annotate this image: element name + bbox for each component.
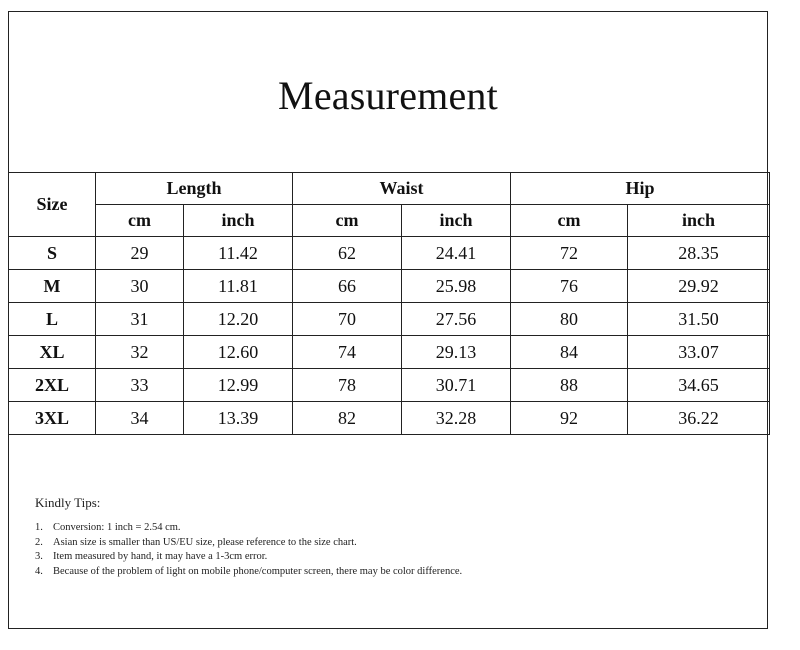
- measurement-cell: 92: [511, 402, 628, 435]
- measurement-cell: 70: [293, 303, 402, 336]
- table-row: [9, 270, 770, 303]
- size-cell: 3XL: [9, 402, 96, 435]
- measurement-cell: 66: [293, 270, 402, 303]
- measurement-cell: 12.60: [184, 336, 293, 369]
- group-header-hip: Hip: [511, 173, 770, 205]
- table-row: [9, 303, 770, 336]
- measurement-cell: 30.71: [402, 369, 511, 402]
- tip-text: Because of the problem of light on mobile phone/computer screen, there may be color difference.: [53, 565, 463, 577]
- unit-header-row: [9, 205, 770, 237]
- tips-title: Kindly Tips:: [35, 495, 101, 510]
- measurement-cell: 82: [293, 402, 402, 435]
- size-header: Size: [9, 173, 96, 237]
- measurement-cell: 31: [96, 303, 184, 336]
- size-cell: XL: [9, 336, 96, 369]
- measurement-cell: 34: [96, 402, 184, 435]
- page-title: Measurement: [278, 72, 498, 118]
- measurement-cell: 78: [293, 369, 402, 402]
- tips-section: [35, 495, 473, 579]
- measurement-cell: 76: [511, 270, 628, 303]
- unit-header: cm: [96, 205, 184, 237]
- measurement-cell: 27.56: [402, 303, 511, 336]
- tip-item: [35, 521, 473, 536]
- measurement-cell: 25.98: [402, 270, 511, 303]
- size-cell: M: [9, 270, 96, 303]
- table-row: [9, 402, 770, 435]
- table-body: [9, 237, 770, 435]
- measurement-cell: 33: [96, 369, 184, 402]
- group-header-length: Length: [96, 173, 293, 205]
- table-row: [9, 237, 770, 270]
- measurement-cell: 84: [511, 336, 628, 369]
- table-header-row: [9, 173, 770, 205]
- size-cell: 2XL: [9, 369, 96, 402]
- tip-item: [35, 536, 473, 551]
- measurement-cell: 29: [96, 237, 184, 270]
- measurement-card: [8, 11, 768, 629]
- tip-number: 1.: [35, 522, 43, 533]
- tips-list: [35, 521, 473, 579]
- measurement-cell: 33.07: [628, 336, 770, 369]
- measurement-cell: 24.41: [402, 237, 511, 270]
- tip-number: 2.: [35, 536, 43, 548]
- measurement-cell: 29.13: [402, 336, 511, 369]
- title-area: [9, 12, 767, 173]
- measurement-cell: 13.39: [184, 402, 293, 435]
- measurement-cell: 29.92: [628, 270, 770, 303]
- measurement-cell: 11.81: [184, 270, 293, 303]
- measurement-cell: 36.22: [628, 402, 770, 435]
- unit-header: inch: [184, 205, 293, 237]
- measurement-cell: 12.20: [184, 303, 293, 336]
- size-cell: S: [9, 237, 96, 270]
- measurement-cell: 88: [511, 369, 628, 402]
- unit-header: inch: [402, 205, 511, 237]
- unit-header: inch: [628, 205, 770, 237]
- table-row: [9, 369, 770, 402]
- measurement-cell: 74: [293, 336, 402, 369]
- measurement-cell: 11.42: [184, 237, 293, 270]
- measurement-cell: 28.35: [628, 237, 770, 270]
- tip-text: Item measured by hand, it may have a 1-3cm error.: [53, 551, 268, 562]
- measurement-cell: 62: [293, 237, 402, 270]
- size-cell: L: [9, 303, 96, 336]
- measurement-cell: 80: [511, 303, 628, 336]
- tip-text: Conversion: 1 inch = 2.54 cm.: [53, 522, 181, 533]
- unit-header: cm: [293, 205, 402, 237]
- table-row: [9, 336, 770, 369]
- tip-item: [35, 565, 473, 580]
- measurement-cell: 12.99: [184, 369, 293, 402]
- tip-number: 3.: [35, 551, 43, 562]
- tip-text: Asian size is smaller than US/EU size, please reference to the size chart.: [53, 536, 357, 548]
- unit-header: cm: [511, 205, 628, 237]
- tip-item: [35, 550, 473, 565]
- measurement-cell: 34.65: [628, 369, 770, 402]
- tip-number: 4.: [35, 565, 43, 577]
- measurement-cell: 31.50: [628, 303, 770, 336]
- group-header-waist: Waist: [293, 173, 511, 205]
- measurement-cell: 72: [511, 237, 628, 270]
- measurement-cell: 32: [96, 336, 184, 369]
- size-chart-table: [8, 172, 770, 435]
- measurement-cell: 30: [96, 270, 184, 303]
- measurement-cell: 32.28: [402, 402, 511, 435]
